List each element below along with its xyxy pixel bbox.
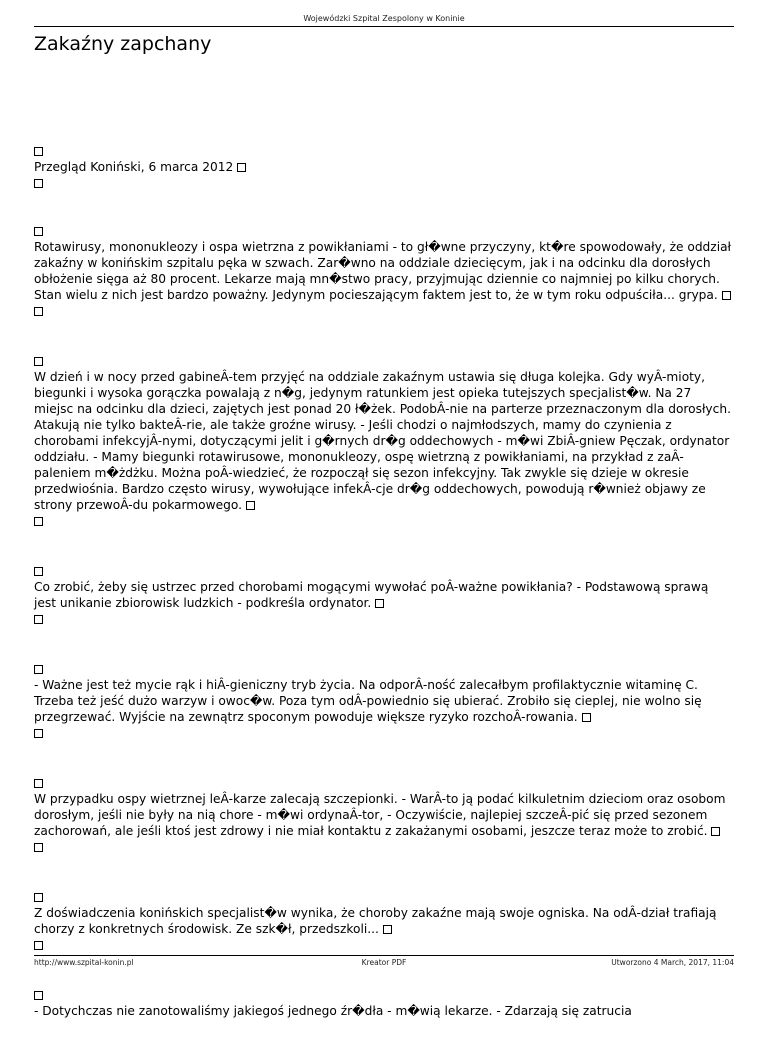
paragraph-5 [34,775,734,855]
paragraph-text: Rotawirusy, mononukleozy i ospa wietrzna z powikłaniami - to gł�wne przyczyny, kt�re spowodowały, że oddział zakaźny w konińskim szpitalu pęka w szwach. Zar�wno na oddziale dziecięcym, jak i na odcinku dla dorosłych obłożenie sięga aż 80 procent. Lekarze mają mn�stwo pracy, przyjmując dziennie co najmniej po kilku chorych. Stan wielu z nich jest bardzo poważny. Jedynym pocieszającym faktem jest to, że w tym roku odpuściła... grypa. [34,240,732,302]
source-line: Przegląd Koniński, 6 marca 2012 [34,160,234,174]
paragraph-text: - Dotychczas nie zanotowaliśmy jakiegoś jednego źr�dła - m�wią lekarze. - Zdarzają się zatrucia [34,1004,632,1018]
paragraph-2 [34,353,734,529]
paragraph-4 [34,661,734,741]
placeholder-box-icon [34,227,43,236]
placeholder-box-icon [383,925,392,934]
footer-url-link[interactable]: http://www.szpital-konin.pl [34,958,134,967]
article-title: Zakaźny zapchany [34,33,212,55]
placeholder-box-icon [34,307,43,316]
placeholder-box-icon [34,665,43,674]
paragraph-3 [34,563,734,627]
placeholder-box-icon [34,615,43,624]
placeholder-box-icon [722,291,731,300]
paragraph-6 [34,889,734,953]
footer-generator: Kreator PDF [361,958,407,967]
placeholder-box-icon [34,941,43,950]
paragraph-text: W przypadku ospy wietrznej leÂ-karze zalecają szczepionki. - WarÂ-to ją podać kilkuletnim dzieciom oraz osobom dorosłym, jeśli nie były na nią chore - m�wi ordynaÂ-tor, - Oczywiście, najlepiej szczeÂ-pić się przed sezonem zachorowań, ale jeśli ktoś jest zdrowy i nie miał kontaktu z zakażanymi osobami, jeszcze teraz może to zrobić. [34,792,726,838]
header-rule [34,26,734,27]
paragraph-text: Z doświadczenia konińskich specjalist�w wynika, że choroby zakaźne mają swoje ogniska. Na odÂ-dział trafiają chorzy z konkretnych środowisk. Ze szk�ł, przedszkoli... [34,906,717,936]
placeholder-box-icon [34,179,43,188]
placeholder-box-icon [375,599,384,608]
placeholder-box-icon [34,357,43,366]
placeholder-box-icon [246,501,255,510]
footer-created-date: Utworzono 4 March, 2017, 11:04 [611,958,734,967]
paragraph-text: - Ważne jest też mycie rąk i hiÂ-gieniczny tryb życia. Na odporÂ-ność zalecałbym profilaktycznie witaminę C. Trzeba też jeść dużo warzyw i owoc�w. Poza tym odÂ-powiednio się ubierać. Zrobiło się cieplej, nie wolno się przegrzewać. Wyjście na zewnątrz spoconym powoduje większe ryzyko rozchoÂ-rowania. [34,678,702,724]
placeholder-box-icon [34,991,43,1000]
paragraph-text: Co zrobić, żeby się ustrzec przed chorobami mogącymi wywołać poÂ-ważne powikłania? - Podstawową sprawą jest unikanie zbiorowisk ludzkich - podkreśla ordynator. [34,580,709,610]
paragraph-text: W dzień i w nocy przed gabineÂ-tem przyjęć na oddziale zakaźnym ustawia się długa kolejka. Gdy wyÂ-mioty, biegunki i wysoka gorączka powalają z n�g, jedynym ratunkiem jest opieka tutejszych specjalist�w. Na 27 miejsc na odcinku dla dzieci, zajętych jest ponad 20 ł�żek. PodobÂ-nie na parterze przeznaczonym dla dorosłych. Atakują nie tylko bakteÂ-rie, ale także groźne wirusy. - Jeśli chodzi o najmłodszych, mamy do czynienia z chorobami infekcyjÂ-nymi, dotyczącymi jelit i g�rnych dr�g oddechowych - m�wi ZbiÂ-gniew Pęczak, ordynator oddziału. - Mamy biegunki rotawirusowe, mononukleozy, ospę wietrzną z powikłaniami, na przykład z zaÂ-paleniem m�żdżku. Można poÂ-wiedzieć, że rozpoczął się sezon infekcyjny. Tak zwykle się dzieje w okresie przedwiośnia. Bardzo często wirusy, wywołujące infekÂ-cje dr�g oddechowych, powodują r�wnież objawy ze strony przewoÂ-du pokarmowego. [34,370,731,512]
placeholder-box-icon [34,843,43,852]
placeholder-box-icon [582,713,591,722]
header-site-name: Wojewódzki Szpital Zespolony w Koninie [303,14,465,23]
placeholder-box-icon [711,827,720,836]
article-body [34,143,734,1053]
source-block [34,143,734,191]
placeholder-box-icon [237,163,246,172]
placeholder-box-icon [34,779,43,788]
footer-rule [34,955,734,956]
placeholder-box-icon [34,893,43,902]
placeholder-box-icon [34,729,43,738]
paragraph-7 [34,987,734,1019]
placeholder-box-icon [34,567,43,576]
placeholder-box-icon [34,517,43,526]
paragraph-1 [34,223,734,319]
placeholder-box-icon [34,147,43,156]
